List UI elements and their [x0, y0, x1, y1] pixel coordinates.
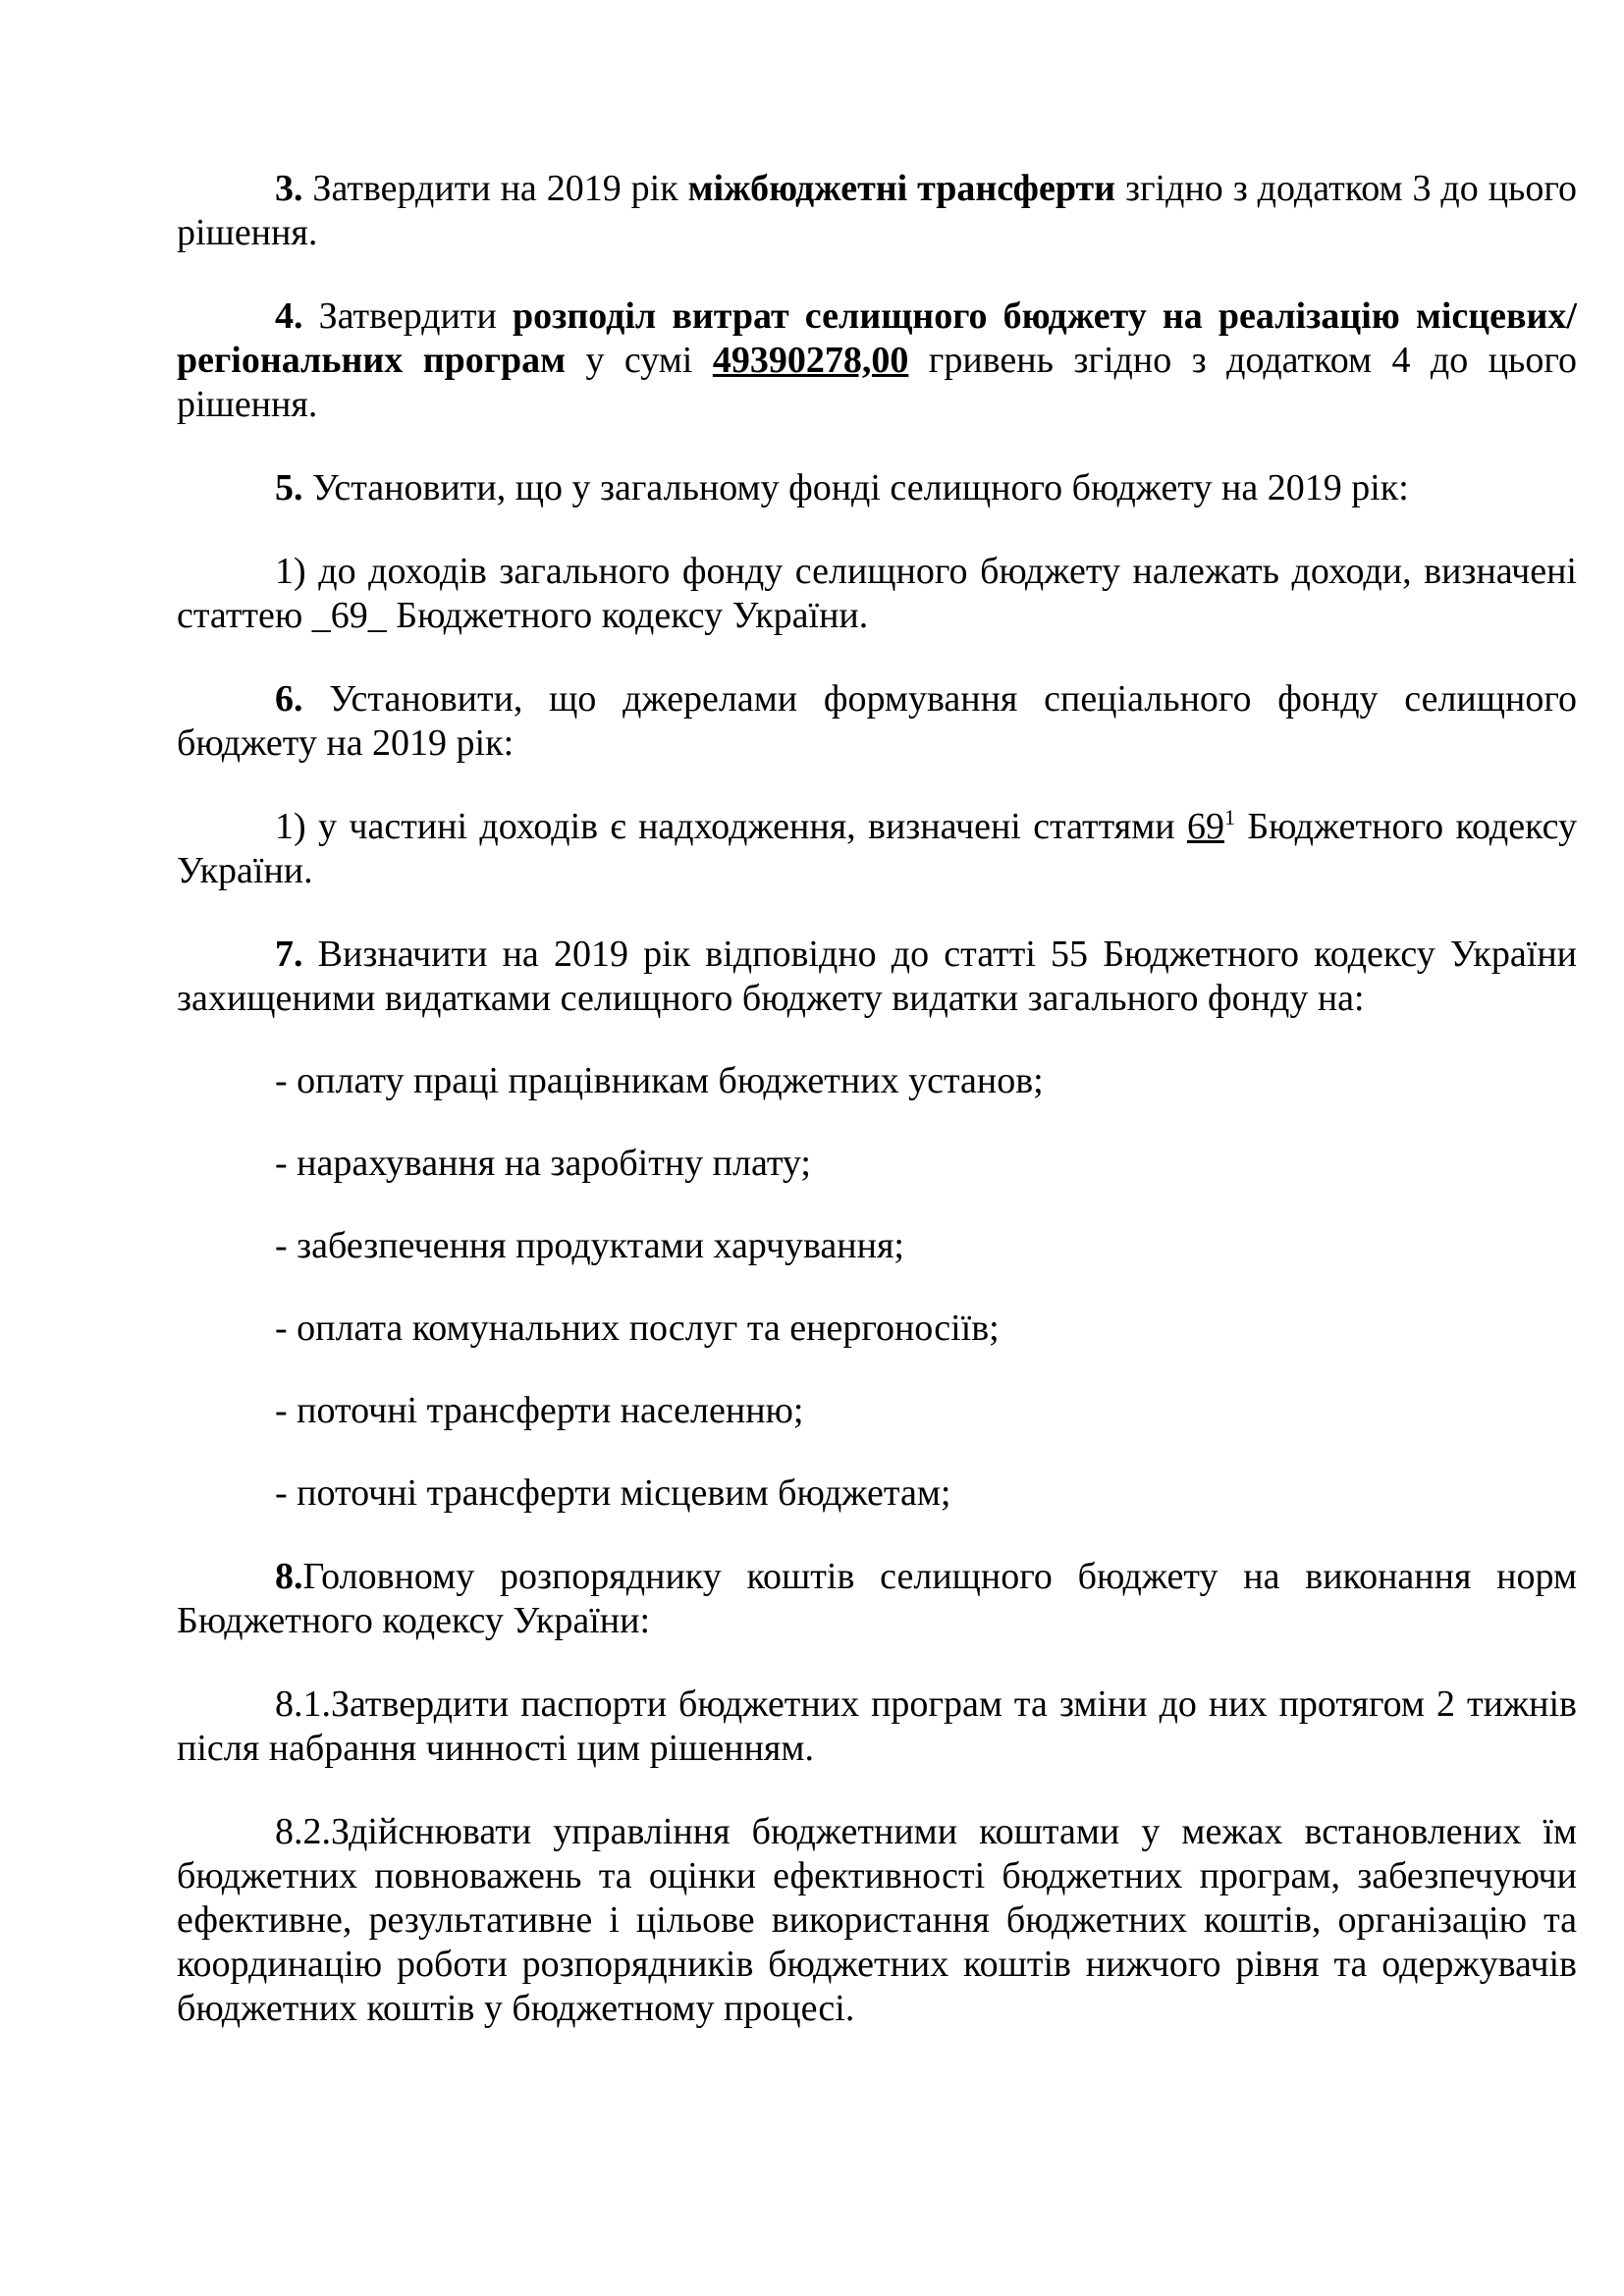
paragraph-8	[177, 1555, 1577, 1643]
amount-value: 49390278,00	[712, 340, 909, 381]
paragraph-text: Головному розпоряднику коштів селищного бюджету на виконання норм Бюджетного кодексу України:	[177, 1556, 1577, 1641]
list-item: - нарахування на заробітну плату;	[275, 1143, 811, 1184]
paragraph-text: Затвердити	[302, 295, 513, 337]
paragraph-number: 7.	[275, 934, 303, 975]
bold-term: міжбюджетні трансферти	[687, 168, 1116, 209]
list-item: - оплата комунальних послуг та енергоносіїв;	[275, 1308, 1000, 1349]
paragraph-4	[177, 294, 1577, 427]
paragraph-number: 6.	[275, 678, 303, 720]
paragraph-text: гривень згідно з додатком 4 до цього рішення.	[177, 340, 1578, 425]
paragraph-text: 1) до доходів загального фонду селищного бюджету належать доходи, визначені статтею	[177, 551, 1577, 636]
document-page	[177, 167, 1577, 2031]
paragraph-3	[177, 167, 1577, 255]
paragraph-6-1	[177, 805, 1577, 893]
paragraph-text: Бюджетного кодексу України.	[177, 806, 1578, 891]
paragraph-text: Установити, що джерелами формування спеціального фонду селищного бюджету на 2019 рік:	[177, 678, 1577, 764]
paragraph-number: 4.	[275, 295, 303, 337]
list-item: - оплату праці працівникам бюджетних установ;	[275, 1060, 1044, 1101]
paragraph-5-1	[177, 550, 1577, 638]
paragraph-8-1: 8.1.Затвердити паспорти бюджетних програм та зміни до них протягом 2 тижнів після набрання чинності цим рішенням.	[177, 1683, 1577, 1769]
article-superscript: 1	[1223, 805, 1235, 829]
paragraph-text: Бюджетного кодексу України.	[386, 595, 869, 636]
paragraph-6	[177, 677, 1577, 766]
bold-term: розподіл витрат селищного бюджету на реалізацію місцевих/регіональних програм	[177, 295, 1577, 381]
paragraph-text: 1) у частині доходів є надходження, визначені статтями	[275, 806, 1187, 847]
article-number: 69	[1186, 806, 1224, 847]
list-item: - поточні трансферти місцевим бюджетам;	[275, 1472, 951, 1514]
article-number: _69_	[311, 595, 387, 636]
paragraph-text: у сумі	[566, 340, 713, 381]
paragraph-number: 3.	[275, 168, 303, 209]
paragraph-7	[177, 933, 1577, 1021]
paragraph-number: 5.	[275, 467, 303, 508]
paragraph-text: Затвердити на 2019 рік	[302, 168, 688, 209]
paragraph-number: 8.	[275, 1556, 303, 1597]
paragraph-8-2: 8.2.Здійснювати управління бюджетними коштами у межах встановлених їм бюджетних повноважень та оцінки ефективності бюджетних програм, забезпечуючи ефективне, результативне і цільове використання бюджетних коштів, організацію та координацію роботи розпорядників бюджетних коштів нижчого рівня та одержувачів бюджетних коштів у бюджетному процесі.	[177, 1811, 1577, 2029]
paragraph-5	[177, 466, 1577, 510]
paragraph-text: згідно з додатком 3 до цього рішення.	[177, 168, 1577, 253]
paragraph-text: Визначити на 2019 рік відповідно до статті 55 Бюджетного кодексу України захищеними видатками селищного бюджету видатки загального фонду на:	[177, 934, 1577, 1019]
list-item: - поточні трансферти населенню;	[275, 1390, 804, 1431]
list-item: - забезпечення продуктами харчування;	[275, 1225, 904, 1266]
paragraph-text: Установити, що у загальному фонді селищного бюджету на 2019 рік:	[302, 467, 1409, 508]
